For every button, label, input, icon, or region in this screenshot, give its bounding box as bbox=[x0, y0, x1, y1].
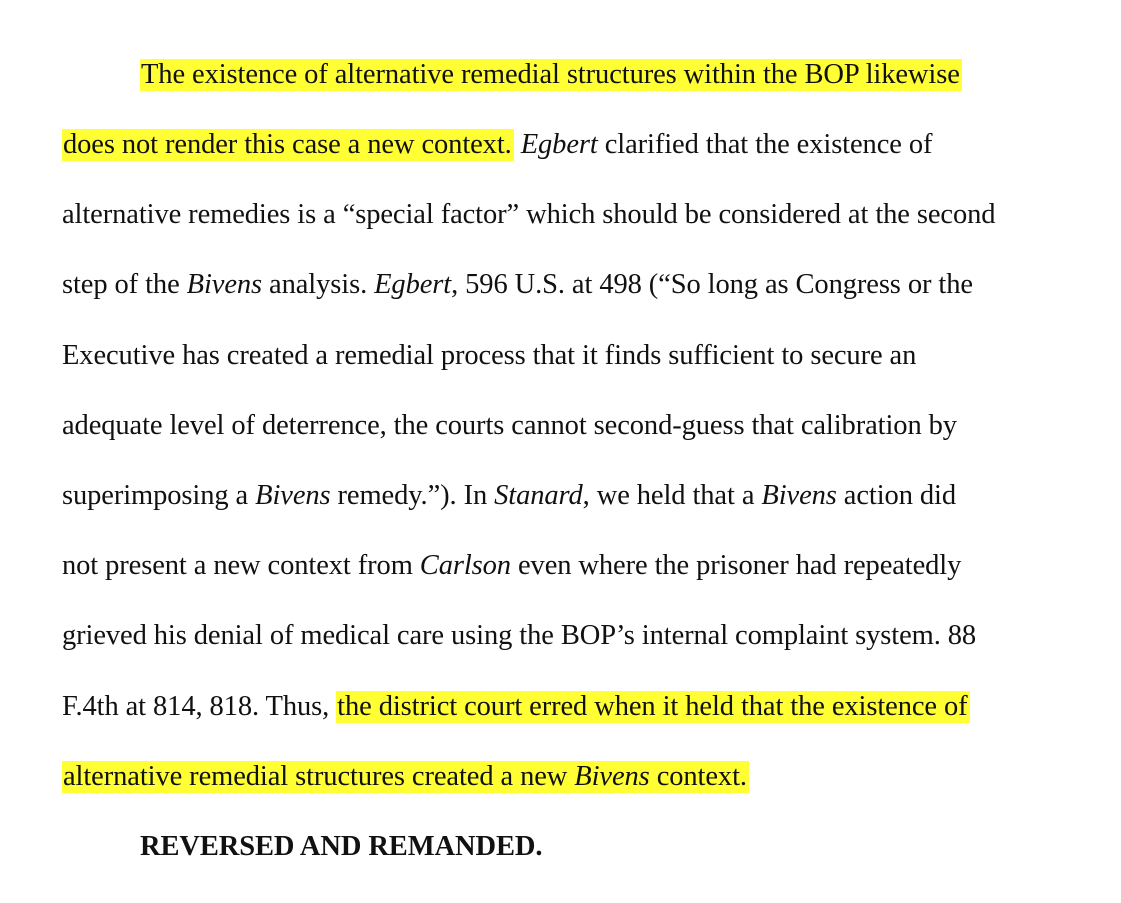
text-run: step of the bbox=[62, 269, 187, 300]
text-run: context. bbox=[649, 761, 747, 792]
paragraph-line-1 bbox=[140, 57, 962, 93]
paragraph-line-10 bbox=[62, 689, 970, 725]
case-name-italic: Carlson bbox=[419, 550, 511, 581]
text-run: action did bbox=[836, 480, 956, 511]
case-name-italic: Bivens bbox=[574, 761, 650, 792]
paragraph-line-11 bbox=[62, 759, 749, 795]
text-run: superimposing a bbox=[62, 480, 256, 511]
highlighted-text bbox=[62, 761, 749, 793]
case-name-italic: Bivens bbox=[255, 480, 331, 511]
case-name-italic: Egbert bbox=[374, 269, 452, 300]
text-run: alternative remedies is a “special factor” which should be considered at the second bbox=[62, 199, 996, 230]
case-name-italic: Bivens bbox=[186, 269, 263, 300]
paragraph-line-6 bbox=[62, 408, 957, 444]
text-run: alternative remedial structures created a new bbox=[63, 761, 575, 792]
text-run: not present a new context from bbox=[62, 550, 420, 581]
paragraph-line-9 bbox=[62, 618, 976, 654]
paragraph-line-7 bbox=[62, 478, 956, 514]
text-run: , 596 U.S. at 498 (“So long as Congress or the bbox=[451, 269, 973, 300]
paragraph-line-8 bbox=[62, 548, 961, 584]
paragraph-line-3 bbox=[62, 197, 995, 233]
highlighted-text: The existence of alternative remedial structures within the BOP likewise bbox=[141, 59, 960, 90]
text-run: clarified that the existence of bbox=[597, 129, 933, 160]
text-run: Executive has created a remedial process that it finds sufficient to secure an bbox=[62, 340, 917, 371]
text-run: even where the prisoner had repeatedly bbox=[510, 550, 962, 581]
highlighted-text: does not render this case a new context. bbox=[63, 129, 512, 160]
paragraph-line-2 bbox=[62, 127, 932, 163]
text-run: , we held that a bbox=[582, 480, 762, 511]
case-name-italic: Bivens bbox=[761, 480, 837, 511]
text-run: F.4th at 814, 818. Thus, bbox=[62, 691, 337, 722]
case-name-italic: Stanard bbox=[494, 480, 583, 511]
text-run: grieved his denial of medical care using the BOP’s internal complaint system. 88 bbox=[62, 620, 977, 651]
text-run: analysis. bbox=[262, 269, 375, 300]
text-run: adequate level of deterrence, the courts cannot second-guess that calibration by bbox=[62, 410, 957, 441]
text-run: remedy.”). In bbox=[330, 480, 495, 511]
highlighted-text: the district court erred when it held that the existence of bbox=[337, 691, 968, 722]
paragraph-line-5 bbox=[62, 338, 916, 374]
disposition-heading: REVERSED AND REMANDED. bbox=[140, 831, 543, 862]
paragraph-line-4 bbox=[62, 267, 973, 303]
text-run bbox=[514, 129, 521, 160]
case-name-italic: Egbert bbox=[520, 129, 598, 160]
